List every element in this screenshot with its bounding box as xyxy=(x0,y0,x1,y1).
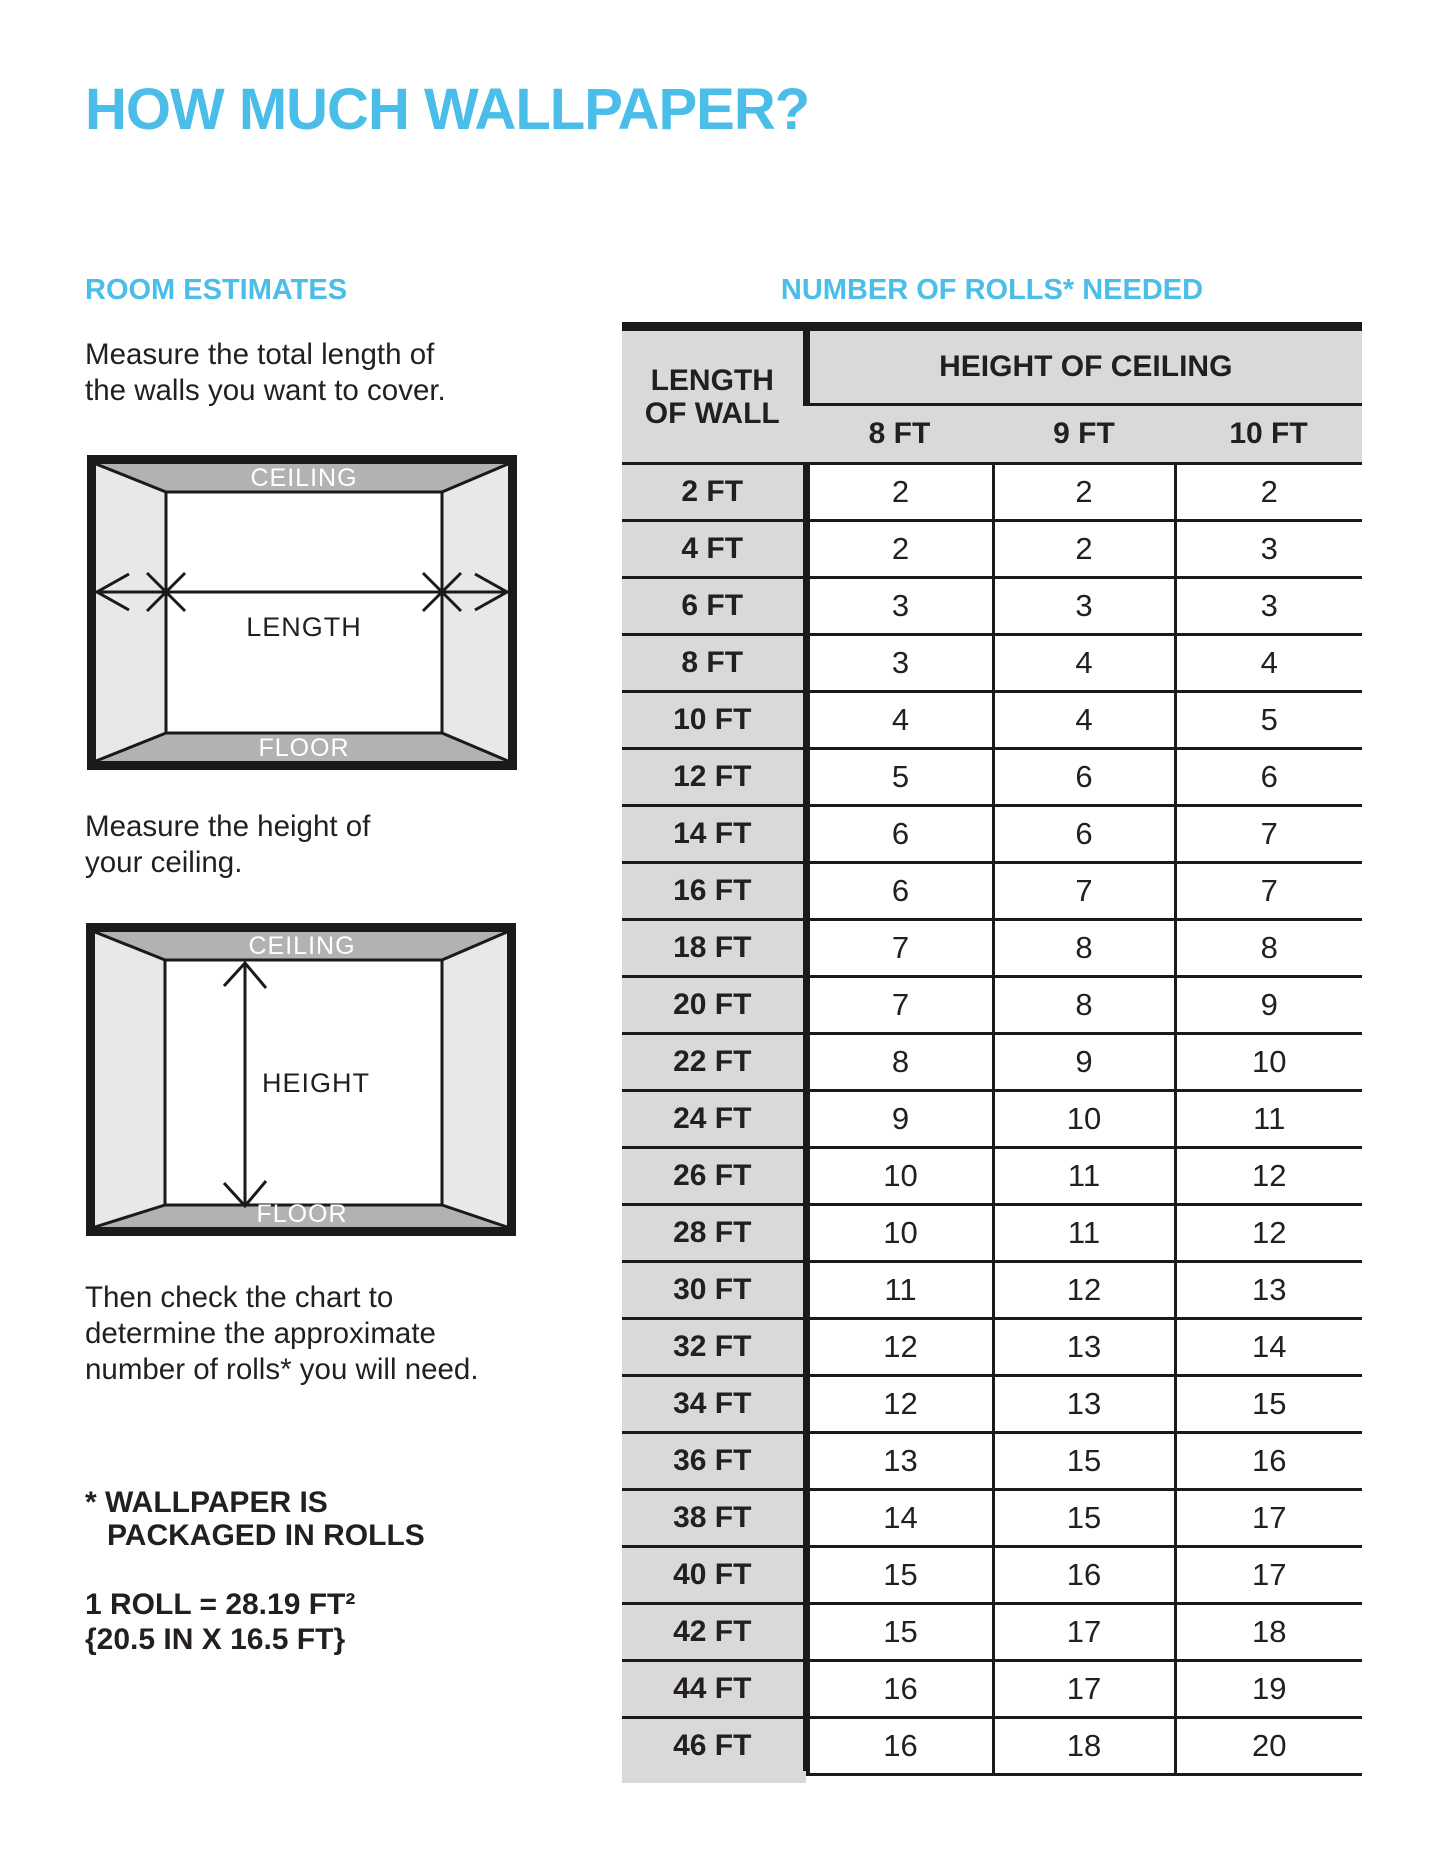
rolls-value-10ft: 5 xyxy=(1175,692,1362,749)
rolls-value-10ft: 10 xyxy=(1175,1034,1362,1091)
roll-size-info xyxy=(85,1587,355,1657)
column-header-10ft: 10 FT xyxy=(1175,405,1362,464)
roll-dimensions-line: {20.5 IN X 16.5 FT} xyxy=(85,1623,346,1656)
instruction-line: your ceiling. xyxy=(85,846,243,879)
rolls-value-8ft: 10 xyxy=(806,1148,993,1205)
rolls-value-9ft: 2 xyxy=(993,521,1175,578)
wall-length-label: 20 FT xyxy=(622,977,806,1034)
rolls-value-8ft: 5 xyxy=(806,749,993,806)
rolls-value-8ft: 12 xyxy=(806,1319,993,1376)
rolls-value-8ft: 16 xyxy=(806,1718,993,1775)
instruction-check-chart xyxy=(85,1280,479,1388)
wall-length-label: 34 FT xyxy=(622,1376,806,1433)
row-group-header-line: OF WALL xyxy=(644,396,780,430)
table-row xyxy=(622,1262,1362,1319)
wall-length-label: 16 FT xyxy=(622,863,806,920)
rolls-value-9ft: 13 xyxy=(993,1319,1175,1376)
rolls-value-8ft: 3 xyxy=(806,578,993,635)
table-row xyxy=(622,1547,1362,1604)
note-line: * WALLPAPER IS xyxy=(85,1486,328,1519)
rolls-value-9ft: 15 xyxy=(993,1433,1175,1490)
rolls-value-8ft: 14 xyxy=(806,1490,993,1547)
rolls-value-8ft: 7 xyxy=(806,920,993,977)
rolls-value-8ft: 6 xyxy=(806,806,993,863)
rolls-value-8ft: 12 xyxy=(806,1376,993,1433)
wall-length-label: 2 FT xyxy=(622,464,806,521)
table-row xyxy=(622,1205,1362,1262)
floor-label: FLOOR xyxy=(256,1200,348,1228)
rolls-value-8ft: 3 xyxy=(806,635,993,692)
wall-length-label: 28 FT xyxy=(622,1205,806,1262)
rolls-value-10ft: 17 xyxy=(1175,1547,1362,1604)
wall-length-label: 6 FT xyxy=(622,578,806,635)
wall-length-label: 44 FT xyxy=(622,1661,806,1718)
table-row xyxy=(622,1376,1362,1433)
note-line: PACKAGED IN ROLLS xyxy=(107,1519,425,1552)
row-group-header xyxy=(622,327,806,464)
rolls-value-9ft: 6 xyxy=(993,749,1175,806)
wall-length-label: 26 FT xyxy=(622,1148,806,1205)
room-estimates-heading: ROOM ESTIMATES xyxy=(85,274,348,306)
wall-length-label: 22 FT xyxy=(622,1034,806,1091)
rolls-value-8ft: 13 xyxy=(806,1433,993,1490)
rolls-value-8ft: 6 xyxy=(806,863,993,920)
rolls-value-9ft: 9 xyxy=(993,1034,1175,1091)
rolls-value-8ft: 11 xyxy=(806,1262,993,1319)
wall-length-label: 18 FT xyxy=(622,920,806,977)
rolls-value-10ft: 12 xyxy=(1175,1148,1362,1205)
rolls-value-10ft: 6 xyxy=(1175,749,1362,806)
rolls-value-8ft: 9 xyxy=(806,1091,993,1148)
rolls-value-9ft: 8 xyxy=(993,977,1175,1034)
left-wall-plane xyxy=(96,464,166,761)
table-left-column-tail xyxy=(622,1771,806,1783)
table-row xyxy=(622,920,1362,977)
rolls-value-8ft: 10 xyxy=(806,1205,993,1262)
rolls-value-9ft: 4 xyxy=(993,692,1175,749)
table-row xyxy=(622,1490,1362,1547)
instruction-line: determine the approximate xyxy=(85,1317,436,1350)
rolls-value-9ft: 17 xyxy=(993,1604,1175,1661)
table-row xyxy=(622,578,1362,635)
rolls-value-10ft: 16 xyxy=(1175,1433,1362,1490)
instruction-line: Measure the height of xyxy=(85,810,371,843)
table-row xyxy=(622,1091,1362,1148)
wall-length-label: 10 FT xyxy=(622,692,806,749)
length-label: LENGTH xyxy=(246,612,362,642)
rolls-value-10ft: 7 xyxy=(1175,863,1362,920)
rolls-value-8ft: 7 xyxy=(806,977,993,1034)
rolls-value-8ft: 2 xyxy=(806,464,993,521)
wall-length-label: 38 FT xyxy=(622,1490,806,1547)
rolls-value-10ft: 2 xyxy=(1175,464,1362,521)
table-row xyxy=(622,1319,1362,1376)
rolls-value-9ft: 8 xyxy=(993,920,1175,977)
wall-length-label: 30 FT xyxy=(622,1262,806,1319)
table-row xyxy=(622,1604,1362,1661)
wall-length-label: 36 FT xyxy=(622,1433,806,1490)
table-row xyxy=(622,635,1362,692)
room-height-diagram xyxy=(86,923,516,1236)
instruction-line: Then check the chart to xyxy=(85,1281,394,1314)
rolls-value-10ft: 7 xyxy=(1175,806,1362,863)
rolls-value-10ft: 3 xyxy=(1175,578,1362,635)
wall-length-label: 46 FT xyxy=(622,1718,806,1775)
rolls-value-10ft: 18 xyxy=(1175,1604,1362,1661)
floor-label: FLOOR xyxy=(258,734,350,762)
wall-length-label: 14 FT xyxy=(622,806,806,863)
rolls-value-9ft: 6 xyxy=(993,806,1175,863)
table-row xyxy=(622,1433,1362,1490)
rolls-value-10ft: 9 xyxy=(1175,977,1362,1034)
rolls-value-9ft: 2 xyxy=(993,464,1175,521)
rolls-value-8ft: 2 xyxy=(806,521,993,578)
column-header-8ft: 8 FT xyxy=(806,405,993,464)
rolls-value-10ft: 12 xyxy=(1175,1205,1362,1262)
rolls-value-10ft: 3 xyxy=(1175,521,1362,578)
rolls-value-8ft: 8 xyxy=(806,1034,993,1091)
wall-length-label: 40 FT xyxy=(622,1547,806,1604)
rolls-value-9ft: 10 xyxy=(993,1091,1175,1148)
table-row xyxy=(622,521,1362,578)
rolls-value-9ft: 16 xyxy=(993,1547,1175,1604)
rolls-table xyxy=(622,322,1362,1776)
room-length-diagram xyxy=(87,455,517,770)
table-row xyxy=(622,1034,1362,1091)
rolls-value-9ft: 7 xyxy=(993,863,1175,920)
rolls-value-10ft: 11 xyxy=(1175,1091,1362,1148)
row-group-header-line: LENGTH xyxy=(650,363,774,397)
wall-length-label: 4 FT xyxy=(622,521,806,578)
rolls-value-10ft: 15 xyxy=(1175,1376,1362,1433)
table-row xyxy=(622,692,1362,749)
rolls-value-8ft: 4 xyxy=(806,692,993,749)
rolls-value-9ft: 11 xyxy=(993,1148,1175,1205)
instruction-line: number of rolls* you will need. xyxy=(85,1353,479,1386)
rolls-value-10ft: 20 xyxy=(1175,1718,1362,1775)
wall-length-label: 12 FT xyxy=(622,749,806,806)
rolls-value-9ft: 4 xyxy=(993,635,1175,692)
rolls-value-9ft: 15 xyxy=(993,1490,1175,1547)
rolls-value-9ft: 12 xyxy=(993,1262,1175,1319)
rolls-value-9ft: 13 xyxy=(993,1376,1175,1433)
rolls-value-10ft: 4 xyxy=(1175,635,1362,692)
rolls-value-9ft: 11 xyxy=(993,1205,1175,1262)
page-title: HOW MUCH WALLPAPER? xyxy=(85,77,810,142)
table-row xyxy=(622,806,1362,863)
rolls-value-8ft: 16 xyxy=(806,1661,993,1718)
ceiling-label: CEILING xyxy=(250,464,358,492)
column-group-header: HEIGHT OF CEILING xyxy=(806,327,1362,405)
rolls-value-8ft: 15 xyxy=(806,1547,993,1604)
rolls-value-10ft: 19 xyxy=(1175,1661,1362,1718)
table-row xyxy=(622,749,1362,806)
instruction-measure-length xyxy=(85,337,446,409)
rolls-value-9ft: 18 xyxy=(993,1718,1175,1775)
wallpaper-note xyxy=(85,1486,425,1552)
rolls-value-9ft: 3 xyxy=(993,578,1175,635)
left-wall-plane xyxy=(95,932,165,1227)
height-label: HEIGHT xyxy=(261,1068,371,1098)
roll-area-line: 1 ROLL = 28.19 FT² xyxy=(85,1588,356,1621)
table-row xyxy=(622,464,1362,521)
instruction-line: the walls you want to cover. xyxy=(85,374,446,407)
table-row xyxy=(622,863,1362,920)
table-row xyxy=(622,1661,1362,1718)
instruction-line: Measure the total length of xyxy=(85,338,435,371)
wall-length-label: 24 FT xyxy=(622,1091,806,1148)
column-header-9ft: 9 FT xyxy=(993,405,1175,464)
rolls-value-10ft: 8 xyxy=(1175,920,1362,977)
rolls-needed-heading: NUMBER OF ROLLS* NEEDED xyxy=(780,274,1204,306)
right-wall-plane xyxy=(442,932,507,1227)
rolls-value-10ft: 14 xyxy=(1175,1319,1362,1376)
wall-length-label: 8 FT xyxy=(622,635,806,692)
rolls-value-10ft: 17 xyxy=(1175,1490,1362,1547)
table-row xyxy=(622,1718,1362,1775)
rolls-table-wrap xyxy=(622,322,1362,1776)
wall-length-label: 32 FT xyxy=(622,1319,806,1376)
table-row xyxy=(622,1148,1362,1205)
instruction-measure-height xyxy=(85,809,370,881)
rolls-value-8ft: 15 xyxy=(806,1604,993,1661)
right-wall-plane xyxy=(442,464,508,761)
wall-length-label: 42 FT xyxy=(622,1604,806,1661)
ceiling-label: CEILING xyxy=(248,932,356,960)
table-row xyxy=(622,977,1362,1034)
rolls-value-9ft: 17 xyxy=(993,1661,1175,1718)
rolls-value-10ft: 13 xyxy=(1175,1262,1362,1319)
